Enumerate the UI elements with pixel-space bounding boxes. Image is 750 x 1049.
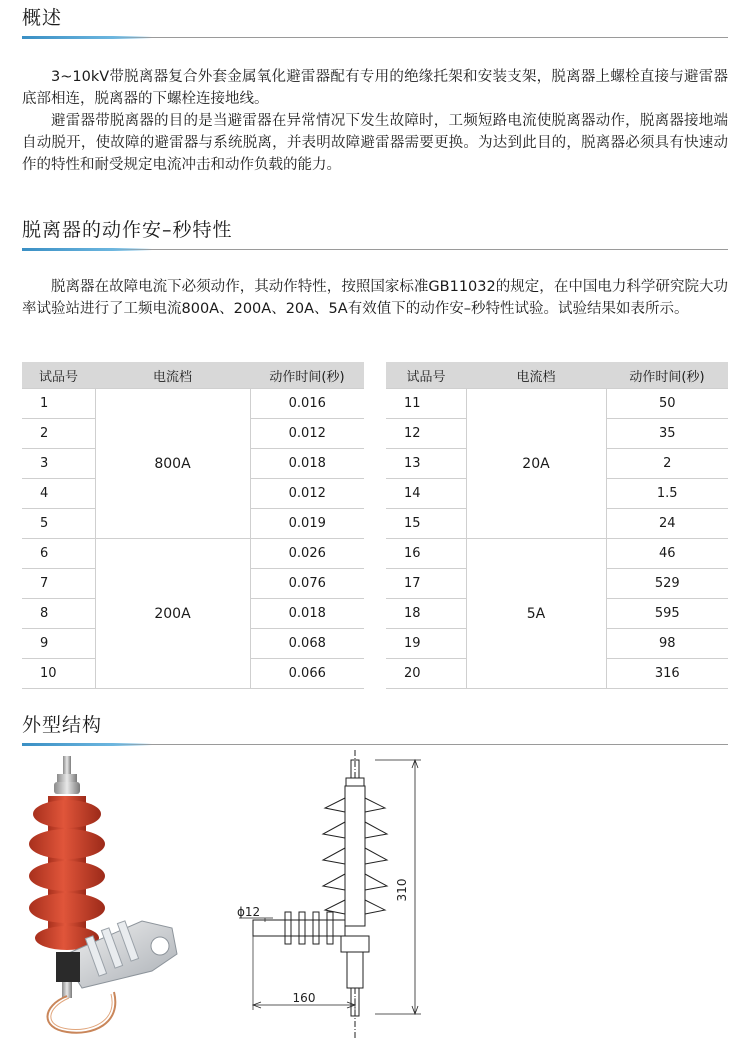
operating-time: 46 [606, 539, 728, 569]
operating-time: 0.018 [250, 599, 364, 629]
characteristic-title: 脱离器的动作安–秒特性 [22, 219, 233, 241]
operating-time: 0.016 [250, 389, 364, 419]
structure-title: 外型结构 [22, 714, 103, 736]
table-row [386, 389, 728, 419]
operating-time: 98 [606, 629, 728, 659]
operating-time: 0.018 [250, 449, 364, 479]
operating-time: 24 [606, 509, 728, 539]
sample-number: 20 [386, 659, 466, 689]
header-current: 电流档 [466, 362, 606, 389]
characteristic-paragraph: 脱离器在故障电流下必须动作，其动作特性，按照国家标准GB11032的规定，在中国电力科学研究院大功率试验站进行了工频电流800A、200A、20A、5A有效值下的动作安–秒特性试验。试验结果如表所示。 [22, 279, 728, 317]
structure-section [22, 713, 728, 746]
height-label: 310 [395, 878, 409, 902]
sample-number: 13 [386, 449, 466, 479]
sample-number: 6 [22, 539, 95, 569]
overview-rule [22, 36, 728, 39]
width-label: 160 [292, 991, 316, 1005]
header-time: 动作时间(秒) [606, 362, 728, 389]
table-row [386, 539, 728, 569]
overview-paragraph-1: 3~10kV带脱离器复合外套金属氧化避雷器配有专用的绝缘托架和安装支架，脱离器上螺栓直接与避雷器底部相连，脱离器的下螺栓连接地线。 [22, 69, 728, 107]
product-photo [22, 756, 190, 1036]
operating-time: 0.012 [250, 419, 364, 449]
sample-number: 15 [386, 509, 466, 539]
characteristic-rule [22, 248, 728, 251]
table-row [22, 539, 364, 569]
sample-number: 14 [386, 479, 466, 509]
housing-sheds-icon [29, 796, 105, 950]
current-level: 20A [466, 389, 606, 539]
operating-time: 0.026 [250, 539, 364, 569]
operating-time: 50 [606, 389, 728, 419]
current-level: 200A [95, 539, 250, 689]
operating-time: 316 [606, 659, 728, 689]
operating-time: 0.066 [250, 659, 364, 689]
sample-number: 9 [22, 629, 95, 659]
operating-time: 2 [606, 449, 728, 479]
sample-number: 3 [22, 449, 95, 479]
sample-number: 11 [386, 389, 466, 419]
header-sample: 试品号 [386, 362, 466, 389]
test-table-left [22, 362, 364, 689]
operating-time: 0.076 [250, 569, 364, 599]
test-table-right [386, 362, 728, 689]
header-current: 电流档 [95, 362, 250, 389]
diameter-label: ϕ12 [237, 905, 261, 919]
operating-time: 529 [606, 569, 728, 599]
header-sample: 试品号 [22, 362, 95, 389]
operating-time: 595 [606, 599, 728, 629]
sample-number: 12 [386, 419, 466, 449]
sample-number: 19 [386, 629, 466, 659]
operating-time: 0.019 [250, 509, 364, 539]
current-level: 5A [466, 539, 606, 689]
overview-body [22, 66, 728, 176]
operating-time: 1.5 [606, 479, 728, 509]
sample-number: 10 [22, 659, 95, 689]
overview-paragraph-2: 避雷器带脱离器的目的是当避雷器在异常情况下发生故障时，工频短路电流使脱离器动作，脱离器接地端自动脱开，使故障的避雷器与系统脱离，并表明故障避雷器需要更换。为达到此目的，脱离器必须具有快速动作的特性和耐受规定电流冲击和动作负载的能力。 [22, 113, 728, 173]
characteristic-body [22, 276, 728, 320]
sample-number: 18 [386, 599, 466, 629]
structure-rule [22, 743, 728, 746]
sample-number: 5 [22, 509, 95, 539]
sample-number: 4 [22, 479, 95, 509]
current-level: 800A [95, 389, 250, 539]
operating-time: 35 [606, 419, 728, 449]
sample-number: 8 [22, 599, 95, 629]
sample-number: 17 [386, 569, 466, 599]
sample-number: 2 [22, 419, 95, 449]
dimension-drawing [225, 750, 425, 1040]
sample-number: 7 [22, 569, 95, 599]
operating-time: 0.068 [250, 629, 364, 659]
header-time: 动作时间(秒) [250, 362, 364, 389]
sample-number: 16 [386, 539, 466, 569]
characteristic-section [22, 218, 728, 251]
operating-time: 0.012 [250, 479, 364, 509]
table-row [22, 389, 364, 419]
overview-title: 概述 [22, 7, 63, 29]
sample-number: 1 [22, 389, 95, 419]
overview-section [22, 6, 728, 39]
